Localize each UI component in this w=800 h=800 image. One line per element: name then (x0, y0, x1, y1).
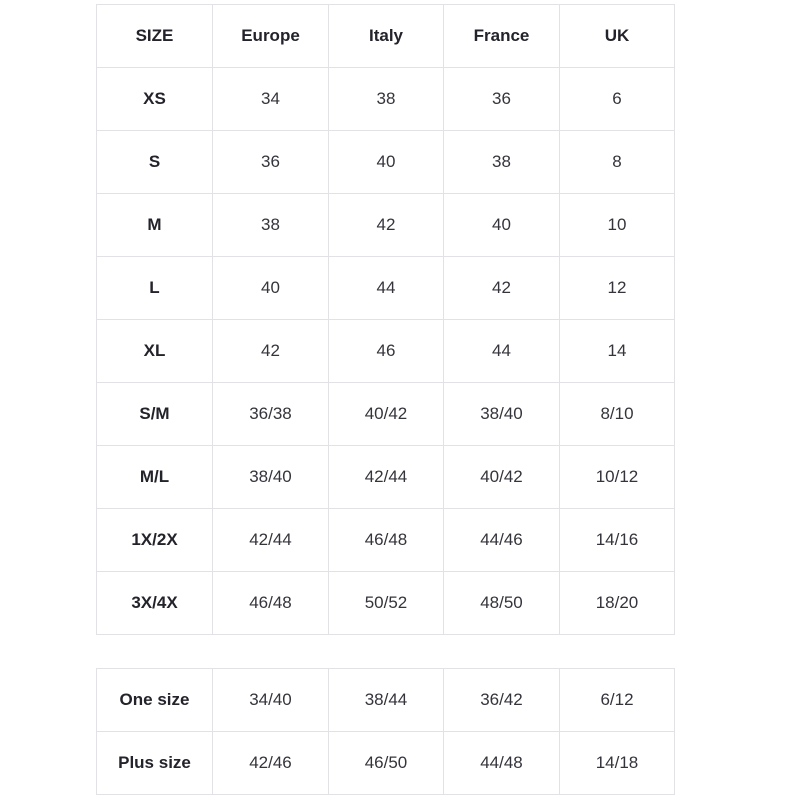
cell-france: 42 (444, 257, 560, 320)
cell-france: 38 (444, 131, 560, 194)
column-header-uk: UK (560, 5, 675, 68)
cell-uk: 6 (560, 68, 675, 131)
cell-europe: 42 (213, 320, 329, 383)
cell-france: 44/46 (444, 509, 560, 572)
cell-europe: 34 (213, 68, 329, 131)
secondary-size-table (96, 668, 675, 795)
cell-italy: 42/44 (329, 446, 444, 509)
row-label: S (97, 131, 213, 194)
main-size-table (96, 4, 675, 635)
cell-france: 48/50 (444, 572, 560, 635)
column-header-france: France (444, 5, 560, 68)
table-row (97, 446, 675, 509)
cell-uk: 14/18 (560, 732, 675, 795)
cell-italy: 38/44 (329, 669, 444, 732)
table-row (97, 732, 675, 795)
row-label-one-size: One size (97, 669, 213, 732)
cell-uk: 8/10 (560, 383, 675, 446)
row-label: 3X/4X (97, 572, 213, 635)
cell-italy: 46/48 (329, 509, 444, 572)
table-row (97, 383, 675, 446)
cell-uk: 14/16 (560, 509, 675, 572)
cell-europe: 36 (213, 131, 329, 194)
cell-italy: 44 (329, 257, 444, 320)
cell-europe: 40 (213, 257, 329, 320)
cell-europe: 42/46 (213, 732, 329, 795)
cell-europe: 46/48 (213, 572, 329, 635)
cell-italy: 50/52 (329, 572, 444, 635)
cell-italy: 46/50 (329, 732, 444, 795)
cell-europe: 42/44 (213, 509, 329, 572)
row-label: L (97, 257, 213, 320)
row-label: XS (97, 68, 213, 131)
table-row (97, 572, 675, 635)
cell-france: 44 (444, 320, 560, 383)
cell-italy: 40/42 (329, 383, 444, 446)
row-label: XL (97, 320, 213, 383)
cell-uk: 14 (560, 320, 675, 383)
row-label-plus-size: Plus size (97, 732, 213, 795)
row-label: M (97, 194, 213, 257)
table-header-row (97, 5, 675, 68)
cell-france: 38/40 (444, 383, 560, 446)
cell-uk: 6/12 (560, 669, 675, 732)
cell-europe: 34/40 (213, 669, 329, 732)
table-row (97, 669, 675, 732)
cell-uk: 10 (560, 194, 675, 257)
cell-uk: 10/12 (560, 446, 675, 509)
cell-uk: 12 (560, 257, 675, 320)
main-size-table-container (96, 4, 674, 635)
secondary-size-table-container (96, 668, 674, 795)
cell-italy: 42 (329, 194, 444, 257)
cell-france: 40/42 (444, 446, 560, 509)
column-header-europe: Europe (213, 5, 329, 68)
cell-europe: 36/38 (213, 383, 329, 446)
cell-italy: 38 (329, 68, 444, 131)
cell-france: 40 (444, 194, 560, 257)
column-header-size: SIZE (97, 5, 213, 68)
row-label: S/M (97, 383, 213, 446)
cell-italy: 40 (329, 131, 444, 194)
row-label: M/L (97, 446, 213, 509)
cell-france: 44/48 (444, 732, 560, 795)
cell-italy: 46 (329, 320, 444, 383)
table-row (97, 257, 675, 320)
cell-uk: 18/20 (560, 572, 675, 635)
cell-europe: 38/40 (213, 446, 329, 509)
row-label: 1X/2X (97, 509, 213, 572)
table-row (97, 68, 675, 131)
table-row (97, 509, 675, 572)
table-row (97, 131, 675, 194)
table-row (97, 194, 675, 257)
cell-france: 36/42 (444, 669, 560, 732)
cell-uk: 8 (560, 131, 675, 194)
column-header-italy: Italy (329, 5, 444, 68)
table-row (97, 320, 675, 383)
cell-europe: 38 (213, 194, 329, 257)
cell-france: 36 (444, 68, 560, 131)
